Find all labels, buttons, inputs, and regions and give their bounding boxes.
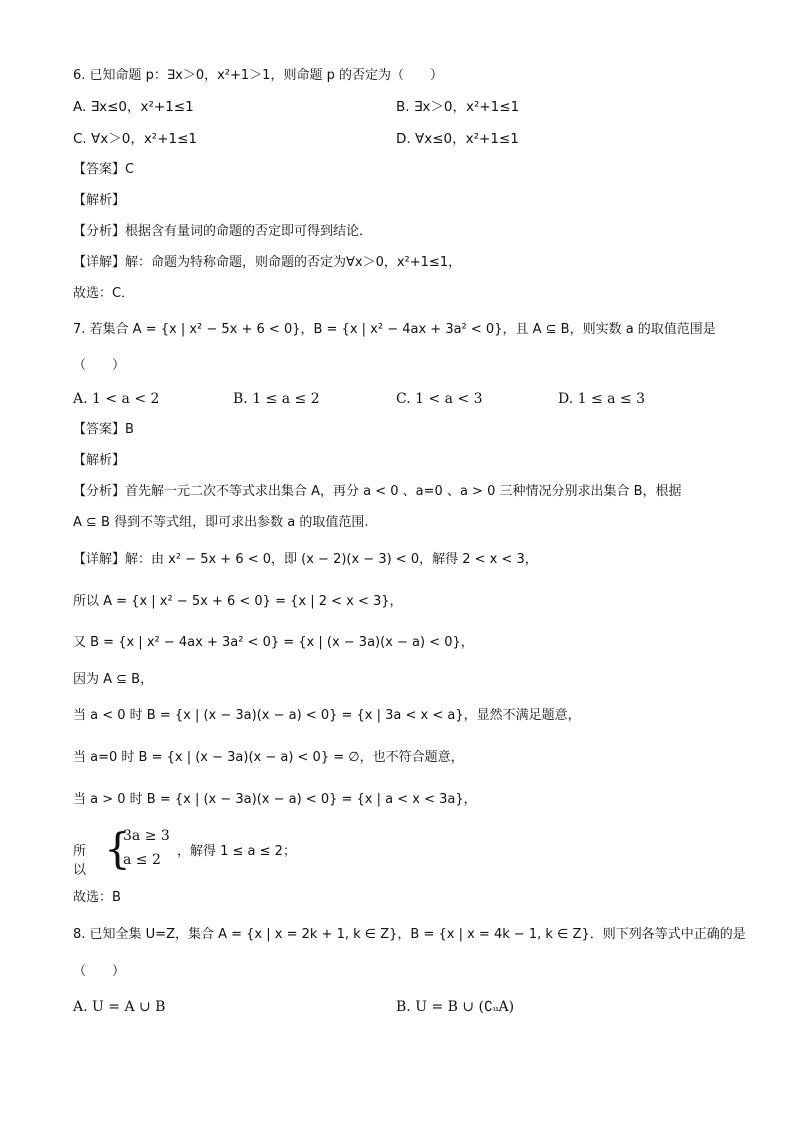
q7-system-line1: 3a ≥ 3 <box>123 828 170 844</box>
q7-fenxi-line2: A ⊆ B 得到不等式组，即可求出参数 a 的取值范围. <box>73 515 369 530</box>
q6-fenxi: 【分析】根据含有量词的命题的否定即可得到结论． <box>73 224 373 239</box>
q8-option-b: B. U = B ∪ (∁ᵤA) <box>396 999 515 1015</box>
q6-xiangjie: 【详解】解：命题为特称命题，则命题的否定为∀x＞0，x²+1≤1， <box>73 255 462 270</box>
q6-stem: 6. 已知命题 p：∃x＞0，x²+1＞1，则命题 p 的否定为（ ） <box>73 68 443 83</box>
q7-step-2: 所以 A = {x | x² − 5x + 6 < 0} = {x | 2 < x < 3}， <box>73 594 403 609</box>
q6-option-a: A. ∃x≤0，x²+1≤1 <box>73 99 194 115</box>
q7-step-4: 因为 A ⊆ B， <box>73 672 154 687</box>
q6-analysis-tag: 【解析】 <box>73 193 126 208</box>
q7-step-7: 当 a > 0 时 B = {x | (x − 3a)(x − a) < 0} = {x | a < x < 3a}， <box>73 792 477 807</box>
q7-option-c: C. 1 < a < 3 <box>396 391 483 407</box>
q8-option-a: A. U = A ∪ B <box>73 999 166 1015</box>
q7-system-prefix: 所以 <box>73 844 87 878</box>
q6-choice: 故选：C． <box>73 286 135 301</box>
q7-option-b: B. 1 ≤ a ≤ 2 <box>233 391 320 407</box>
q6-option-b: B. ∃x＞0，x²+1≤1 <box>396 99 520 115</box>
q7-answer: 【答案】B <box>73 422 134 437</box>
q7-paren: （ ） <box>73 358 126 373</box>
q6-option-c: C. ∀x＞0，x²+1≤1 <box>73 131 198 147</box>
q7-system-line2: a ≤ 2 <box>123 852 161 868</box>
q7-step-5: 当 a < 0 时 B = {x | (x − 3a)(x − a) < 0} = {x | 3a < x < a}，显然不满足题意， <box>73 708 581 723</box>
q7-choice: 故选：B <box>73 890 121 905</box>
q6-option-d: D. ∀x≤0，x²+1≤1 <box>396 131 519 147</box>
q7-step-3: 又 B = {x | x² − 4ax + 3a² < 0} = {x | (x − 3a)(x − a) < 0}， <box>73 635 474 650</box>
q7-system-suffix: ，解得 1 ≤ a ≤ 2； <box>177 844 296 859</box>
q7-step-6: 当 a=0 时 B = {x | (x − 3a)(x − a) < 0} = ∅，也不符合题意， <box>73 750 464 765</box>
q7-step-1: 【详解】解：由 x² − 5x + 6 < 0，即 (x − 2)(x − 3) < 0，解得 2 < x < 3， <box>73 552 538 567</box>
q7-fenxi-line1: 【分析】首先解一元二次不等式求出集合 A，再分 a < 0 、a=0 、a > 0 三种情况分别求出集合 B，根据 <box>73 484 682 499</box>
q6-answer: 【答案】C <box>73 162 135 177</box>
q8-paren: （ ） <box>73 964 126 979</box>
left-brace-icon: { <box>104 824 131 873</box>
q8-stem: 8. 已知全集 U=Z，集合 A = {x | x = 2k + 1, k ∈ Z}，B = {x | x = 4k − 1, k ∈ Z}．则下列各等式中正确的是 <box>73 927 746 942</box>
q7-option-d: D. 1 ≤ a ≤ 3 <box>558 391 646 407</box>
q7-stem: 7. 若集合 A = {x | x² − 5x + 6 < 0}，B = {x | x² − 4ax + 3a² < 0}，且 A ⊆ B，则实数 a 的取值范围是 <box>73 322 716 337</box>
q7-option-a: A. 1 < a < 2 <box>73 391 160 407</box>
q7-analysis-tag: 【解析】 <box>73 453 126 468</box>
